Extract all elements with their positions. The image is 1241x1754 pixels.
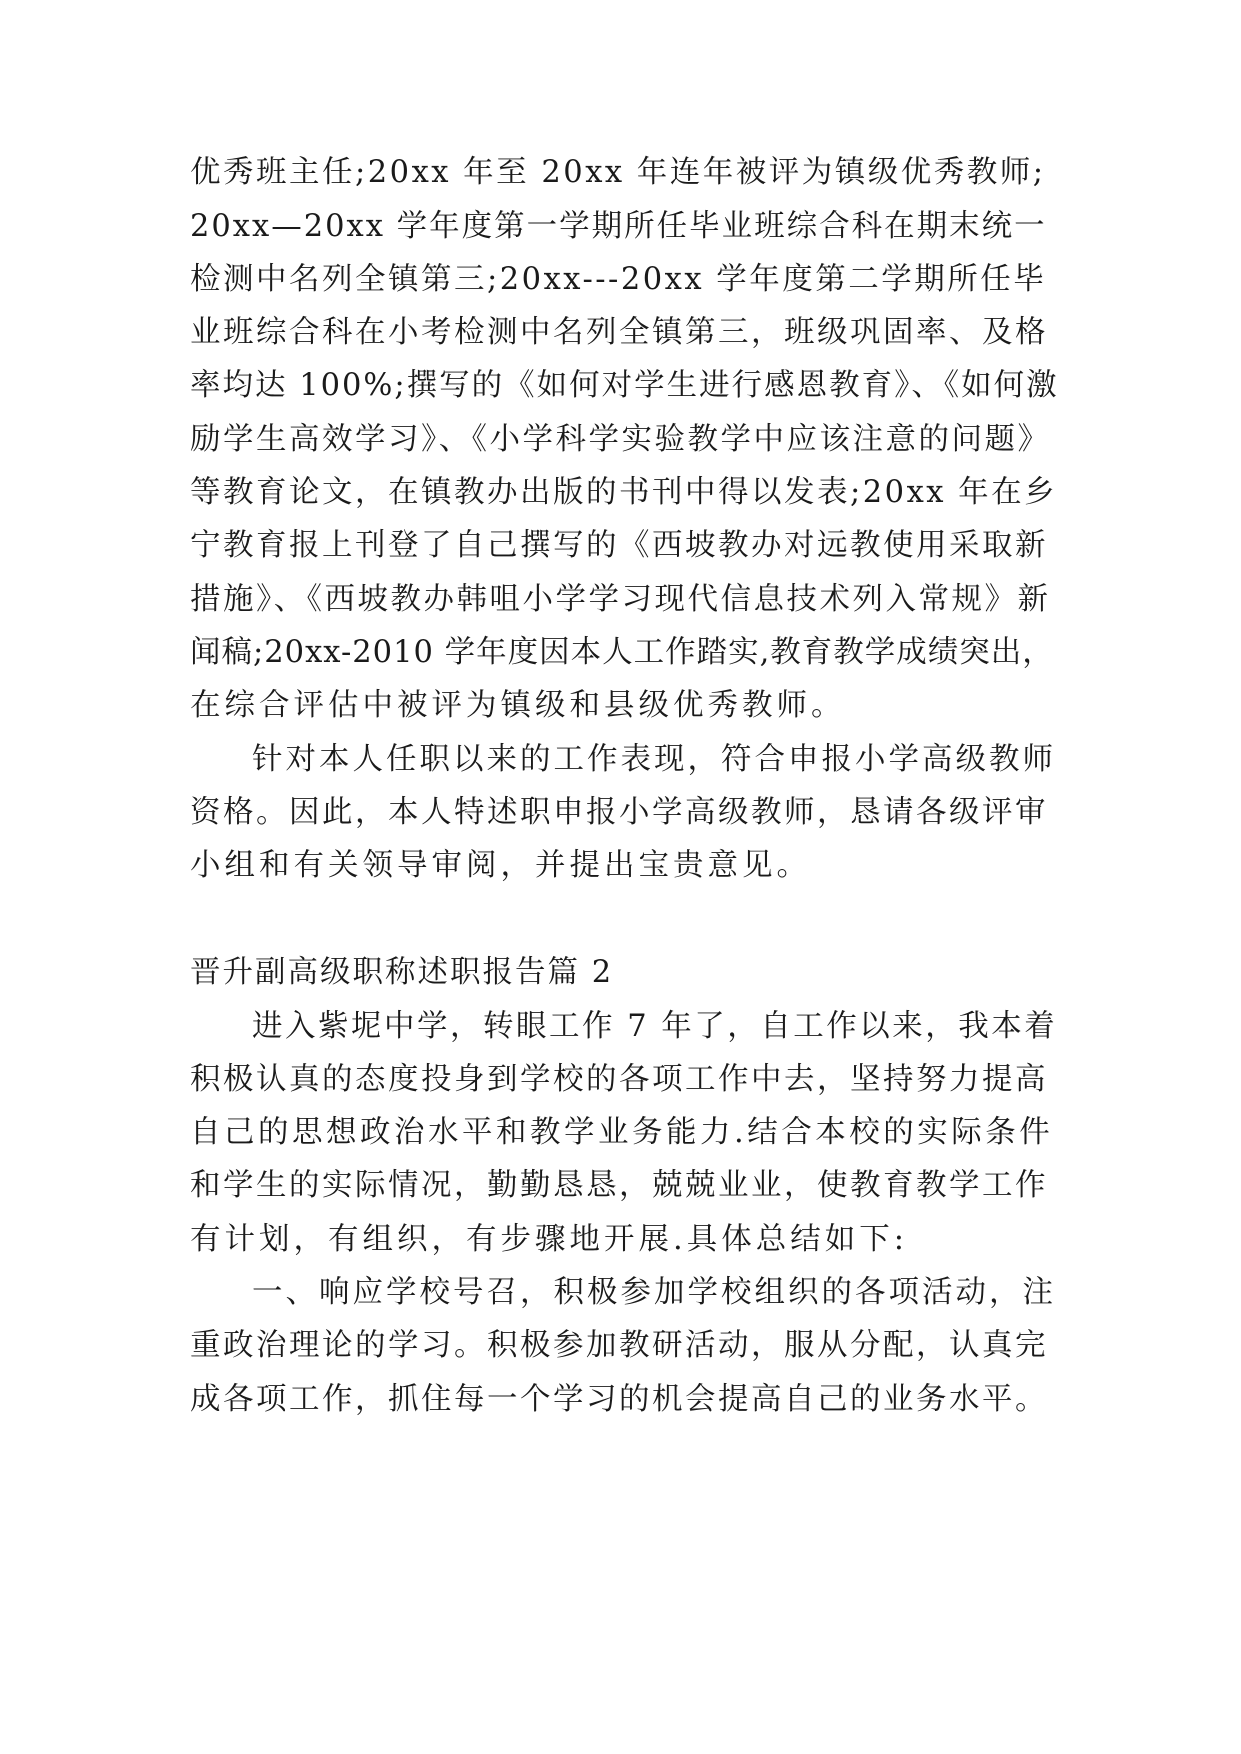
text-line: 积极认真的态度投身到学校的各项工作中去，坚持努力提高 — [190, 1062, 1048, 1097]
text-line: 励学生高效学习》、《小学科学实验教学中应该注意的问题》 — [190, 422, 1051, 457]
text-line: 闻稿;20xx-2010 学年度因本人工作踏实,教育教学成绩突出， — [190, 635, 1054, 670]
text-line: 宁教育报上刊登了自己撰写的《西坡教办对远教使用采取新 — [190, 528, 1048, 563]
text-line: 和学生的实际情况，勤勤恳恳，兢兢业业，使教育教学工作 — [190, 1168, 1048, 1203]
text-line: 重政治理论的学习。积极参加教研活动，服从分配，认真完 — [190, 1328, 1048, 1363]
text-line: 成各项工作，抓住每一个学习的机会提高自己的业务水平。 — [190, 1382, 1048, 1417]
text-line: 小组和有关领导审阅，并提出宝贵意见。 — [190, 848, 811, 883]
text-line: 措施》、《西坡教办韩咀小学学习现代信息技术列入常规》新 — [190, 582, 1051, 617]
text-line: 资格。因此，本人特述职申报小学高级教师，恳请各级评审 — [190, 795, 1048, 830]
text-line: 业班综合科在小考检测中名列全镇第三，班级巩固率、及格 — [190, 315, 1048, 350]
text-line: 优秀班主任;20xx 年至 20xx 年连年被评为镇级优秀教师; — [190, 155, 1046, 190]
text-line: 20xx—20xx 学年度第一学期所任毕业班综合科在期末统一 — [190, 209, 1047, 244]
text-line: 在综合评估中被评为镇级和县级优秀教师。 — [190, 688, 846, 723]
text-line: 一、响应学校号召，积极参加学校组织的各项活动，注 — [252, 1275, 1056, 1310]
text-line: 自己的思想政治水平和教学业务能力.结合本校的实际条件 — [190, 1115, 1054, 1150]
text-line: 进入紫坭中学，转眼工作 7 年了，自工作以来，我本着 — [252, 1009, 1058, 1044]
text-line: 针对本人任职以来的工作表现，符合申报小学高级教师 — [252, 742, 1056, 777]
text-line: 率均达 100%;撰写的《如何对学生进行感恩教育》、《如何激 — [190, 368, 1059, 403]
section-title: 晋升副高级职称述职报告篇 2 — [190, 955, 614, 990]
text-line: 检测中名列全镇第三;20xx---20xx 学年度第二学期所任毕 — [190, 262, 1047, 297]
text-line: 有计划，有组织，有步骤地开展.具体总结如下: — [190, 1222, 908, 1257]
text-line: 等教育论文，在镇教办出版的书刊中得以发表;20xx 年在乡 — [190, 475, 1058, 510]
